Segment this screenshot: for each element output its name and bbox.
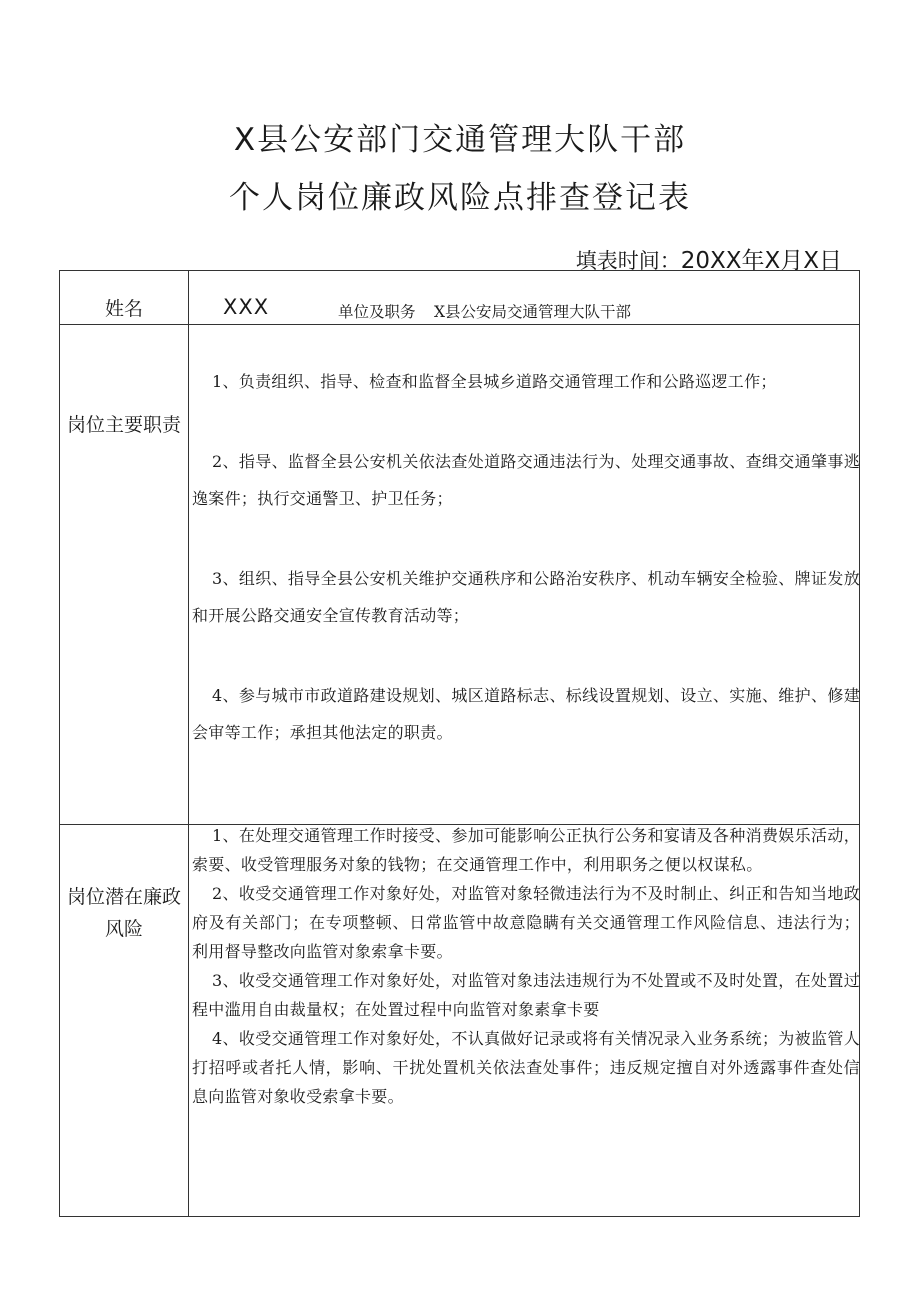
fill-date-label: 填表时间： xyxy=(575,249,681,273)
risk-item: 1、在处理交通管理工作时接受、参加可能影响公正执行公务和宴请及各种消费娱乐活动，索要、收受管理服务对象的钱物；在交通管理工作中，利用职务之便以权谋私。 xyxy=(192,826,860,874)
name-value: XXX xyxy=(223,295,270,319)
unit-value: X县公安局交通管理大队干部 xyxy=(434,303,632,321)
fill-date-value: 20XX年X月X日 xyxy=(680,248,842,274)
duty-item: 4、参与城市市政道路建设规划、城区道路标志、标线设置规划、设立、实施、维护、修建会审等工作；承担其他法定的职责。 xyxy=(192,686,860,742)
document-title-line2: 个人岗位廉政风险点排查登记表 xyxy=(229,180,691,216)
column-divider xyxy=(188,271,189,1216)
duty-item: 2、指导、监督全县公安机关依法查处道路交通违法行为、处理交通事故、查缉交通肇事逃逸案件；执行交通警卫、护卫任务； xyxy=(192,452,860,508)
risks-list xyxy=(192,821,860,1111)
duty-item: 1、负责组织、指导、检查和监督全县城乡道路交通管理工作和公路巡逻工作； xyxy=(212,372,777,391)
risk-item: 2、收受交通管理工作对象好处，对监管对象轻微违法行为不及时制止、纠正和告知当地政府及有关部门；在专项整顿、日常监管中故意隐瞒有关交通管理工作风险信息、违法行为；利用督导整改向监管对象索拿卡要。 xyxy=(192,884,860,961)
risk-item: 4、收受交通管理工作对象好处，不认真做好记录或将有关情况录入业务系统；为被监管人打招呼或者托人情，影响、干扰处置机关依法查处事件；违反规定擅自对外透露事件查处信息向监管对象收受索拿卡要。 xyxy=(192,1029,860,1106)
risks-label: 岗位潜在廉政风险 xyxy=(66,886,181,940)
document-title-line1: X县公安部门交通管理大队干部 xyxy=(233,122,687,158)
risk-item: 3、收受交通管理工作对象好处，对监管对象违法违规行为不处置或不及时处置，在处置过程中滥用自由裁量权；在处置过程中向监管对象素拿卡要 xyxy=(192,971,860,1019)
name-label: 姓名 xyxy=(104,298,143,320)
unit-label: 单位及职务 xyxy=(338,303,416,321)
duties-label: 岗位主要职责 xyxy=(66,414,181,436)
registration-table xyxy=(59,270,860,1217)
duty-item: 3、组织、指导全县公安机关维护交通秩序和公路治安秩序、机动车辆安全检验、牌证发放和开展公路交通安全宣传教育活动等； xyxy=(192,569,860,625)
duties-list xyxy=(192,363,860,794)
